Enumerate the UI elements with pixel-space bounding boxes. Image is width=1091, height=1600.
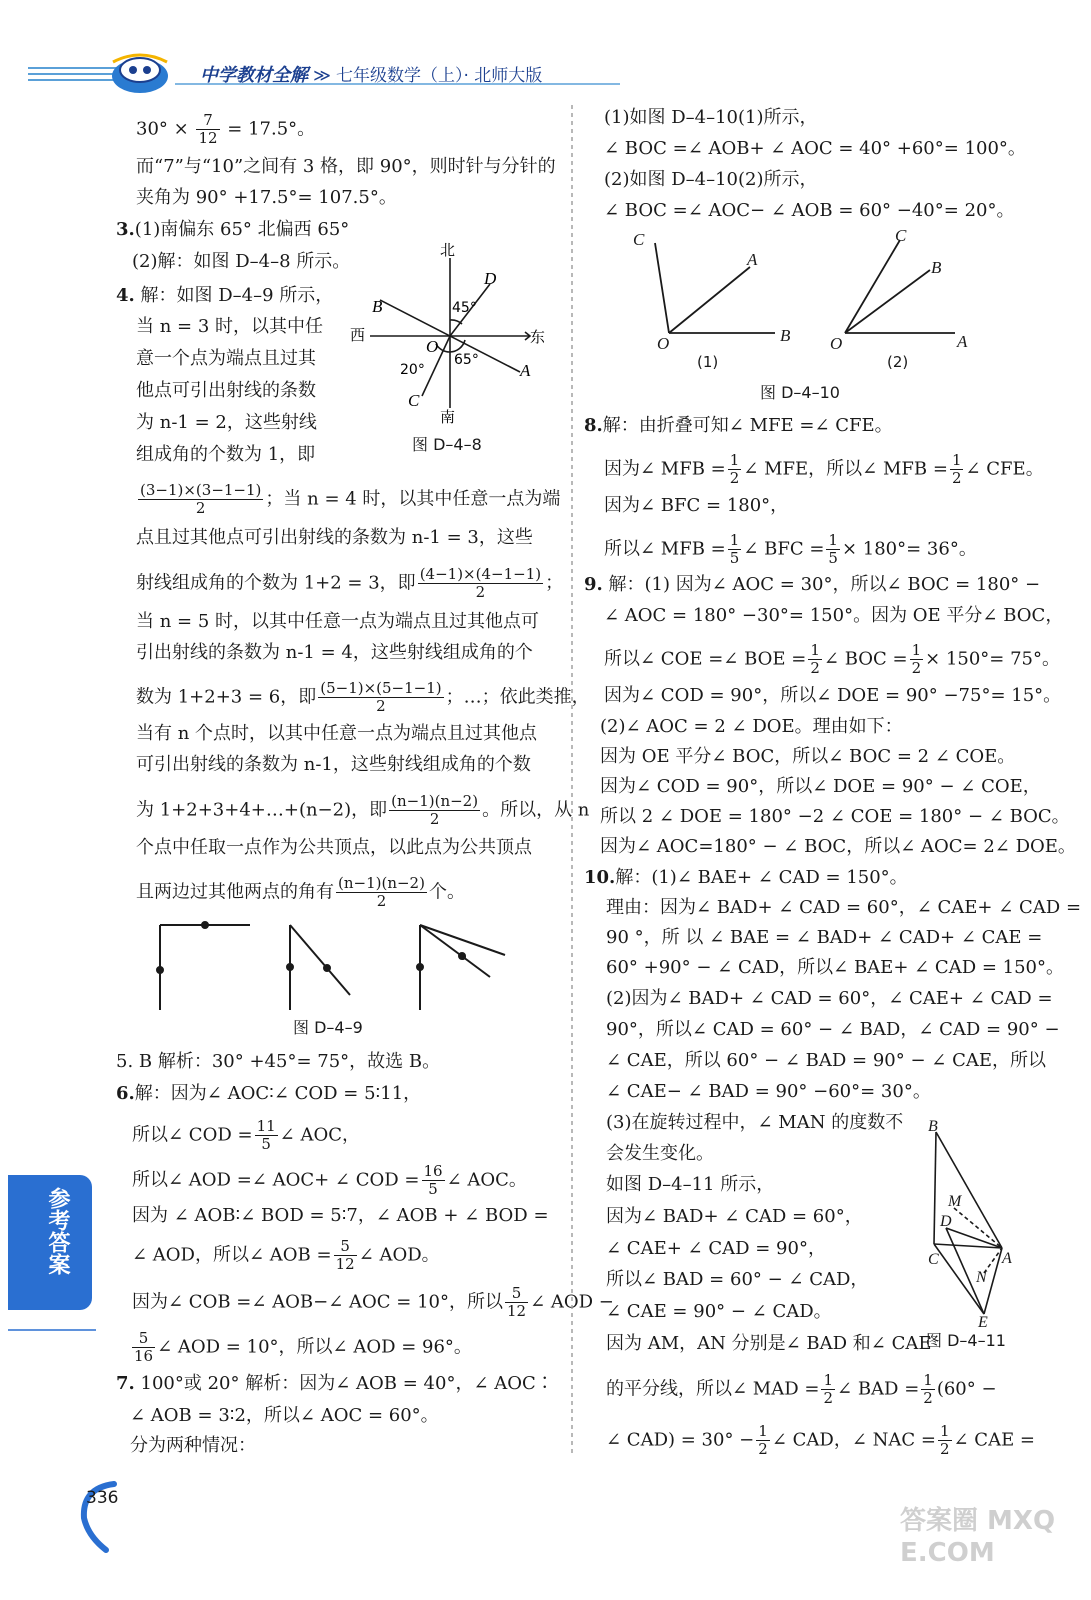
- question-5: 5. B 解析：30° +45°= 75°，故选 B。: [116, 1051, 441, 1072]
- text-line: ∠ CAE = 90° − ∠ CAD。: [606, 1301, 832, 1322]
- figure-caption: 图 D–4–9: [293, 1018, 363, 1037]
- sub-figure-label: (1): [697, 353, 719, 371]
- point-a-label: A: [1002, 1250, 1012, 1267]
- text-line: 因为∠ MFB = $\frac{1}{2}$ ∠ MFE，所以∠ MFB = $\frac{1}{2}$ ∠ CFE。: [604, 451, 1044, 487]
- fraction: $\frac{5}{12}$: [507, 1284, 527, 1320]
- text-line: (2)∠ AOC = 2 ∠ DOE。理由如下：: [600, 716, 903, 737]
- text-line: 可引出射线的条数为 n-1，这些射线组成角的个数: [136, 754, 531, 775]
- text-line: ∠ BOC =∠ AOB+ ∠ AOC = 40° +60°= 100°。: [604, 138, 1026, 159]
- fraction: $\frac{1}{5}$: [729, 531, 740, 567]
- fraction: $\frac{1}{2}$: [939, 1422, 950, 1458]
- book-title: 中学教材全解: [200, 65, 308, 86]
- question-10: 10.解：(1)∠ BAE+ ∠ CAD = 150°。: [584, 867, 908, 888]
- mascot-logo-icon: [105, 52, 175, 96]
- text-line: 所以∠ COE =∠ BOE = $\frac{1}{2}$ ∠ BOC = $\frac{1}{2}$ × 150°= 75°。: [604, 641, 1061, 677]
- text-line: 所以∠ AOD =∠ AOC+ ∠ COD = $\frac{16}{5}$ ∠ AOC。: [132, 1162, 527, 1198]
- figure-caption: 图 D–4–8: [412, 435, 482, 454]
- point-a-label: A: [747, 250, 758, 269]
- south-label: 南: [440, 408, 456, 425]
- text-line: 如图 D–4–11 所示，: [606, 1174, 775, 1195]
- page-header: [0, 52, 1091, 97]
- point-c-label: C: [895, 226, 907, 245]
- text-line: 所以∠ COD = $\frac{11}{5}$ ∠ AOC，: [132, 1117, 361, 1153]
- text-line: 因为∠ BFC = 180°，: [604, 495, 789, 516]
- question-9: 9. 解：(1) 因为∠ AOC = 30°，所以∠ BOC = 180° −: [584, 574, 1041, 595]
- point-a-label: A: [520, 361, 531, 380]
- text-line: (2)解：如图 D–4–8 所示。: [132, 251, 351, 272]
- text-line: 因为 OE 平分∠ BOC，所以∠ BOC = 2 ∠ COE。: [600, 746, 1016, 767]
- fraction: $\frac{(n-1)(n-2)}{2}$: [338, 874, 425, 910]
- text-line: 会发生变化。: [606, 1143, 714, 1164]
- fraction: $\frac{(5-1)\times(5-1-1)}{2}$: [320, 679, 442, 715]
- text-line: 夹角为 90° +17.5°= 107.5°。: [136, 187, 397, 208]
- text-line: 60° +90° − ∠ CAD，所以∠ BAE+ ∠ CAD = 150°。: [606, 957, 1065, 978]
- north-label: 北: [440, 241, 456, 259]
- text-line: (2)因为∠ BAD+ ∠ CAD = 60°，∠ CAE+ ∠ CAD =: [606, 988, 1053, 1009]
- figure-caption: 图 D–4–10: [760, 383, 840, 402]
- text-line: 90 °，所 以 ∠ BAE = ∠ BAD+ ∠ CAD+ ∠ CAE =: [606, 927, 1043, 948]
- point-c-label: C: [408, 391, 420, 410]
- point-b-label: B: [372, 297, 383, 316]
- text-line: 因为∠ AOC=180° − ∠ BOC，所以∠ AOC= 2∠ DOE。: [600, 836, 1076, 857]
- text-line: (3)在旋转过程中，∠ MAN 的度数不: [606, 1112, 904, 1133]
- point-b-label: B: [780, 326, 791, 345]
- origin-o-label: O: [426, 337, 439, 356]
- fraction: $\frac{1}{5}$: [828, 531, 838, 567]
- watermark: 答案圈 MXQE.COM: [900, 1506, 1056, 1568]
- point-d-label: D: [484, 269, 497, 288]
- text-line: 所以∠ BAD = 60° − ∠ CAD，: [606, 1269, 869, 1290]
- point-c-label: C: [928, 1251, 939, 1268]
- angle-65-label: 65°: [454, 352, 479, 368]
- figure-d-4-10: [625, 225, 985, 375]
- side-tab-rule: [8, 1328, 98, 1332]
- text-line: 因为∠ COD = 90°，所以∠ DOE = 90° −75°= 15°。: [604, 685, 1062, 706]
- text-line: 组成角的个数为 1，即: [136, 444, 316, 465]
- text-line: 个点中任取一点作为公共顶点，以此点为公共顶点: [136, 837, 532, 858]
- question-7: 7. 100°或 20° 解析：因为∠ AOB = 40°，∠ AOC∶: [116, 1373, 554, 1394]
- column-divider: [570, 105, 574, 1455]
- text-line: 因为∠ COB =∠ AOB−∠ AOC = 10°，所以 $\frac{5}{12}$ ∠ AOD −: [132, 1284, 614, 1320]
- sub-figure-label: (2): [887, 353, 909, 371]
- point-a-label: A: [957, 332, 968, 351]
- figure-d-4-9: [150, 915, 510, 1015]
- text-line: 为 1+2+3+4+…+(n−2)，即 $\frac{(n-1)(n-2)}{2}$ 。所以，从 n: [136, 792, 590, 828]
- question-8: 8.解：由折叠可知∠ MFE =∠ CFE。: [584, 415, 893, 436]
- text-line: 他点可引出射线的条数: [136, 380, 316, 401]
- text-line: 为 n-1 = 2，这些射线: [136, 412, 317, 433]
- question-3: 3.(1)南偏东 65° 北偏西 65°: [116, 219, 350, 240]
- fraction: $\frac{16}{5}$: [423, 1162, 443, 1198]
- fraction: $\frac{(4-1)\times(4-1-1)}{2}$: [419, 565, 542, 601]
- text-line: 的平分线，所以∠ MAD = $\frac{1}{2}$ ∠ BAD = $\frac{1}{2}$ (60° −: [606, 1371, 997, 1407]
- side-tab-label: 参考答案: [45, 1187, 70, 1275]
- fraction: $\frac{7}{12}$: [198, 111, 218, 147]
- text-line: 90°，所以∠ CAD = 60° − ∠ BAD，∠ CAD = 90° −: [606, 1019, 1060, 1040]
- point-c-label: C: [633, 230, 645, 249]
- text-line: 30° × $\frac{7}{12}$ = 17.5°。: [136, 111, 316, 147]
- text-line: $\frac{(3-1)\times(3-1-1)}{2}$ ；当 n = 4 时，以其中任意一点为端: [140, 481, 561, 517]
- text-line: ∠ AOB = 3∶2，所以∠ AOC = 60°。: [130, 1405, 439, 1426]
- fraction: $\frac{1}{2}$: [923, 1371, 933, 1407]
- fraction: $\frac{1}{2}$: [810, 641, 820, 677]
- west-label: 西: [350, 326, 366, 344]
- text-line: 理由：因为∠ BAD+ ∠ CAD = 60°，∠ CAE+ ∠ CAD =: [606, 897, 1082, 918]
- subject-title: 七年级数学（上）· 北师大版: [335, 66, 543, 86]
- text-line: 当 n = 5 时，以其中任意一点为端点且过其他点可: [136, 611, 540, 632]
- text-line: 数为 1+2+3 = 6，即 $\frac{(5-1)\times(5-1-1)}{2}$ ；…；依此类推，: [136, 679, 590, 715]
- text-line: (1)如图 D–4–10(1)所示，: [604, 107, 818, 128]
- page-number: 336: [86, 1488, 119, 1508]
- fraction: $\frac{(3-1)\times(3-1-1)}{2}$: [140, 481, 262, 517]
- text-line: ∠ CAD) = 30° − $\frac{1}{2}$ ∠ CAD，∠ NAC = $\frac{1}{2}$ ∠ CAE =: [606, 1422, 1036, 1458]
- origin-o-label: O: [657, 334, 670, 353]
- text-line: 因为 AM，AN 分别是∠ BAD 和∠ CAE: [606, 1333, 932, 1354]
- text-line: 意一个点为端点且过其: [136, 348, 316, 369]
- answer-section-tab: [8, 1175, 92, 1310]
- angle-20-label: 20°: [400, 362, 425, 378]
- point-b-label: B: [928, 1118, 938, 1135]
- point-n-label: N: [976, 1269, 987, 1286]
- text-line: 点且过其他点可引出射线的条数为 n-1 = 3，这些: [136, 527, 533, 548]
- text-line: 因为∠ BAD+ ∠ CAD = 60°，: [606, 1206, 863, 1227]
- figure-d-4-11: [920, 1118, 1020, 1328]
- fraction: $\frac{5}{16}$: [134, 1329, 154, 1365]
- figure-d-4-8: [340, 240, 550, 425]
- text-line: 当 n = 3 时，以其中任: [136, 316, 324, 337]
- fraction: $\frac{1}{2}$: [911, 641, 922, 677]
- figure-caption: 图 D–4–11: [926, 1331, 1006, 1350]
- fraction: $\frac{1}{2}$: [823, 1371, 834, 1407]
- point-d-label: D: [940, 1213, 952, 1230]
- text-line: 分为两种情况：: [130, 1435, 256, 1456]
- angle-45-label: 45°: [452, 300, 477, 316]
- text-line: ∠ CAE，所以 60° − ∠ BAD = 90° − ∠ CAE，所以: [606, 1050, 1046, 1071]
- question-6: 6.解：因为∠ AOC∶∠ COD = 5∶11，: [116, 1083, 422, 1104]
- text-line: 当有 n 个点时，以其中任意一点为端点且过其他点: [136, 723, 538, 744]
- fraction: $\frac{1}{2}$: [758, 1422, 768, 1458]
- east-label: 东: [530, 328, 546, 346]
- text-line: ∠ BOC =∠ AOC− ∠ AOB = 60° −40°= 20°。: [604, 200, 1015, 221]
- text-line: ∠ CAE+ ∠ CAD = 90°，: [606, 1238, 826, 1259]
- text-line: 且两边过其他两点的角有 $\frac{(n-1)(n-2)}{2}$ 个。: [136, 874, 465, 910]
- text-line: 引出射线的条数为 n-1 = 4，这些射线组成角的个: [136, 642, 533, 663]
- text-line: $\frac{5}{16}$ ∠ AOD = 10°，所以∠ AOD = 96°。: [134, 1329, 472, 1365]
- text-line: 所以 2 ∠ DOE = 180° −2 ∠ COE = 180° − ∠ BOC。: [600, 806, 1070, 827]
- text-line: ∠ AOD，所以∠ AOB = $\frac{5}{12}$ ∠ AOD。: [132, 1237, 440, 1273]
- text-line: 因为 ∠ AOB∶∠ BOD = 5∶7，∠ AOB + ∠ BOD =: [132, 1205, 549, 1226]
- text-line: 所以∠ MFB = $\frac{1}{5}$ ∠ BFC = $\frac{1}{5}$ × 180°= 36°。: [604, 531, 977, 567]
- fraction: $\frac{1}{2}$: [951, 451, 962, 487]
- header-separator: ≫: [313, 66, 331, 86]
- point-b-label: B: [931, 258, 942, 277]
- text-line: ∠ CAE− ∠ BAD = 90° −60°= 30°。: [606, 1081, 931, 1102]
- fraction: $\frac{(n-1)(n-2)}{2}$: [391, 792, 479, 828]
- fraction: $\frac{5}{12}$: [335, 1237, 355, 1273]
- question-4: 4. 解：如图 D–4–9 所示，: [116, 285, 334, 306]
- point-e-label: E: [978, 1314, 988, 1328]
- text-line: (2)如图 D–4–10(2)所示，: [604, 169, 818, 190]
- text-line: 而“7”与“10”之间有 3 格，即 90°，则时针与分针的: [136, 156, 556, 177]
- text-line: ∠ AOC = 180° −30°= 150°。因为 OE 平分∠ BOC，: [604, 605, 1064, 626]
- text-line: 因为∠ COD = 90°，所以∠ DOE = 90° − ∠ COE，: [600, 776, 1041, 797]
- text-line: 射线组成角的个数为 1+2 = 3，即 $\frac{(4-1)\times(4-1-1)}{2}$ ；: [136, 565, 564, 601]
- point-m-label: M: [948, 1193, 962, 1210]
- origin-o-label: O: [830, 334, 843, 353]
- fraction: $\frac{11}{5}$: [256, 1117, 276, 1153]
- fraction: $\frac{1}{2}$: [729, 451, 740, 487]
